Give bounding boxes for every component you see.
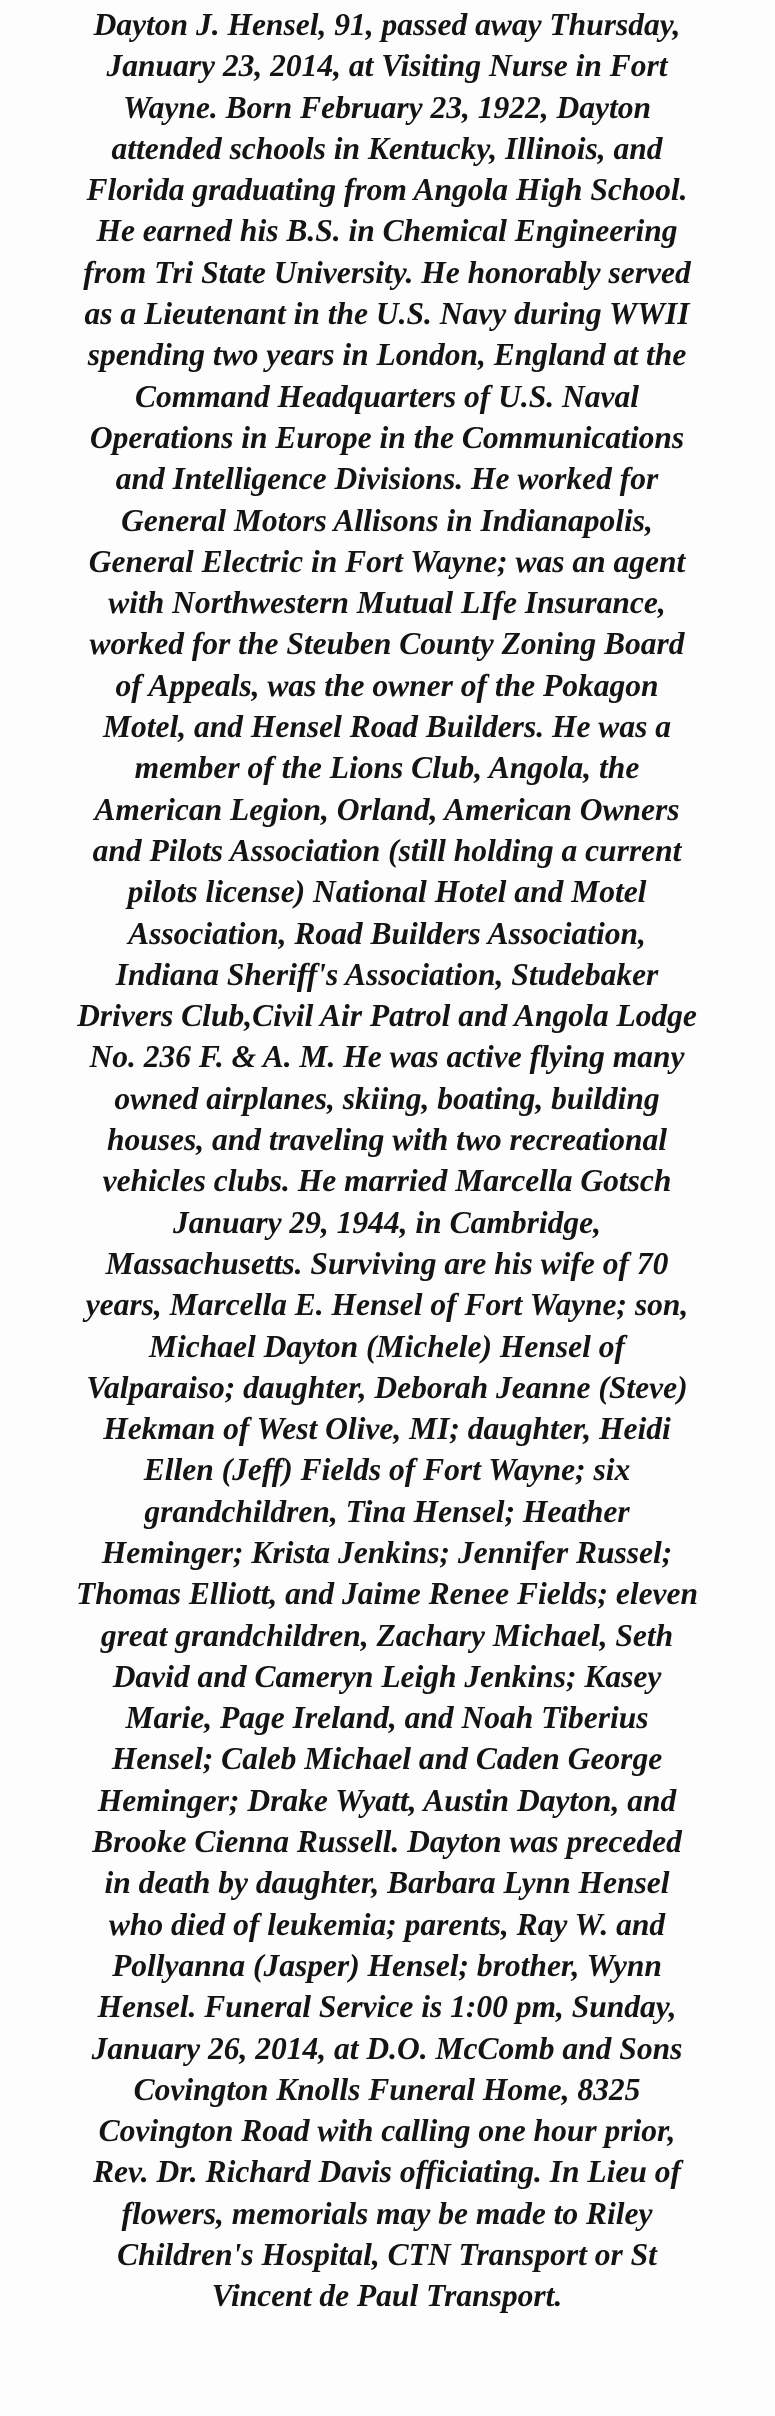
obituary-line: Pollyanna (Jasper) Hensel; brother, Wynn <box>112 1947 662 1983</box>
obituary-line: Hekman of West Olive, MI; daughter, Heidi <box>103 1411 671 1447</box>
obituary-line: in death by daughter, Barbara Lynn Hensel <box>104 1865 670 1901</box>
obituary-line: Massachusetts. Surviving are his wife of 70 <box>105 1245 669 1281</box>
obituary-line: Vincent de Paul Transport. <box>211 2278 563 2314</box>
obituary-line: flowers, memorials may be made to Riley <box>121 2195 653 2231</box>
obituary-line: Association, Road Builders Association, <box>128 915 646 951</box>
obituary-line: No. 236 F. & A. M. He was active flying many <box>89 1039 685 1075</box>
obituary-line: Children's Hospital, CTN Transport or St <box>117 2237 657 2273</box>
obituary-line: from Tri State University. He honorably served <box>83 254 691 290</box>
obituary-line: General Motors Allisons in Indianapolis, <box>121 502 653 538</box>
obituary-line: as a Lieutenant in the U.S. Navy during WWII <box>84 296 690 332</box>
obituary-line: Marie, Page Ireland, and Noah Tiberius <box>125 1700 649 1736</box>
obituary-line: Operations in Europe in the Communications <box>89 419 685 455</box>
obituary-line: with Northwestern Mutual LIfe Insurance, <box>108 585 666 621</box>
obituary-line: American Legion, Orland, American Owners <box>94 791 680 827</box>
obituary-text <box>22 4 752 2317</box>
obituary-line: great grandchildren, Zachary Michael, Seth <box>100 1617 674 1653</box>
obituary-line: owned airplanes, skiing, boating, building <box>114 1080 660 1116</box>
obituary-line: Valparaiso; daughter, Deborah Jeanne (Steve) <box>86 1369 688 1405</box>
obituary-line: Heminger; Krista Jenkins; Jennifer Russel; <box>101 1534 673 1570</box>
obituary-line: who died of leukemia; parents, Ray W. and <box>108 1906 666 1942</box>
obituary-line: Rev. Dr. Richard Davis officiating. In Lieu of <box>92 2154 681 2190</box>
obituary-line: grandchildren, Tina Hensel; Heather <box>144 1493 630 1529</box>
obituary-line: years, Marcella E. Hensel of Fort Wayne; son, <box>85 1287 689 1323</box>
obituary-line: Covington Knolls Funeral Home, 8325 <box>133 2071 641 2107</box>
obituary-line: Drivers Club,Civil Air Patrol and Angola Lodge <box>77 998 697 1034</box>
obituary-line: and Pilots Association (still holding a current <box>92 832 682 868</box>
obituary-line: spending two years in London, England at the <box>87 337 687 373</box>
obituary-line: Wayne. Born February 23, 1922, Dayton <box>123 89 651 125</box>
obituary-line: houses, and traveling with two recreational <box>106 1122 668 1158</box>
obituary-line: worked for the Steuben County Zoning Board <box>89 626 685 662</box>
obituary-line: Michael Dayton (Michele) Hensel of <box>149 1328 625 1364</box>
obituary-line: January 26, 2014, at D.O. McComb and Sons <box>91 2030 683 2066</box>
obituary-line: of Appeals, was the owner of the Pokagon <box>115 667 659 703</box>
obituary-line: member of the Lions Club, Angola, the <box>134 750 640 786</box>
obituary-line: and Intelligence Divisions. He worked for <box>115 461 659 497</box>
obituary-line: Brooke Cienna Russell. Dayton was preceded <box>92 1824 682 1860</box>
obituary-line: Hensel. Funeral Service is 1:00 pm, Sunday, <box>97 1989 677 2025</box>
obituary-line: David and Cameryn Leigh Jenkins; Kasey <box>112 1658 662 1694</box>
obituary-line: Heminger; Drake Wyatt, Austin Dayton, and <box>97 1782 677 1818</box>
obituary-line: pilots license) National Hotel and Motel <box>127 874 647 910</box>
obituary-line: He earned his B.S. in Chemical Engineering <box>96 213 678 249</box>
obituary-line: Indiana Sheriff's Association, Studebaker <box>115 956 659 992</box>
obituary-line: Dayton J. Hensel, 91, passed away Thursday, <box>93 7 681 42</box>
obituary-line: January 29, 1944, in Cambridge, <box>173 1204 601 1240</box>
obituary-line: Command Headquarters of U.S. Naval <box>134 378 640 414</box>
obituary-line: vehicles clubs. He married Marcella Gotsch <box>102 1163 672 1199</box>
obituary-line: Motel, and Hensel Road Builders. He was a <box>103 709 671 745</box>
obituary-line: General Electric in Fort Wayne; was an agent <box>88 543 686 579</box>
obituary-line: Ellen (Jeff) Fields of Fort Wayne; six <box>143 1452 631 1488</box>
obituary-line: January 23, 2014, at Visiting Nurse in Fort <box>106 48 668 84</box>
obituary-line: Covington Road with calling one hour prior, <box>98 2113 676 2149</box>
obituary-line: Florida graduating from Angola High School. <box>86 172 688 208</box>
obituary-line: Thomas Elliott, and Jaime Renee Fields; eleven <box>75 1576 699 1612</box>
obituary-line: Hensel; Caleb Michael and Caden George <box>111 1741 663 1777</box>
obituary-line: attended schools in Kentucky, Illinois, and <box>111 130 663 166</box>
